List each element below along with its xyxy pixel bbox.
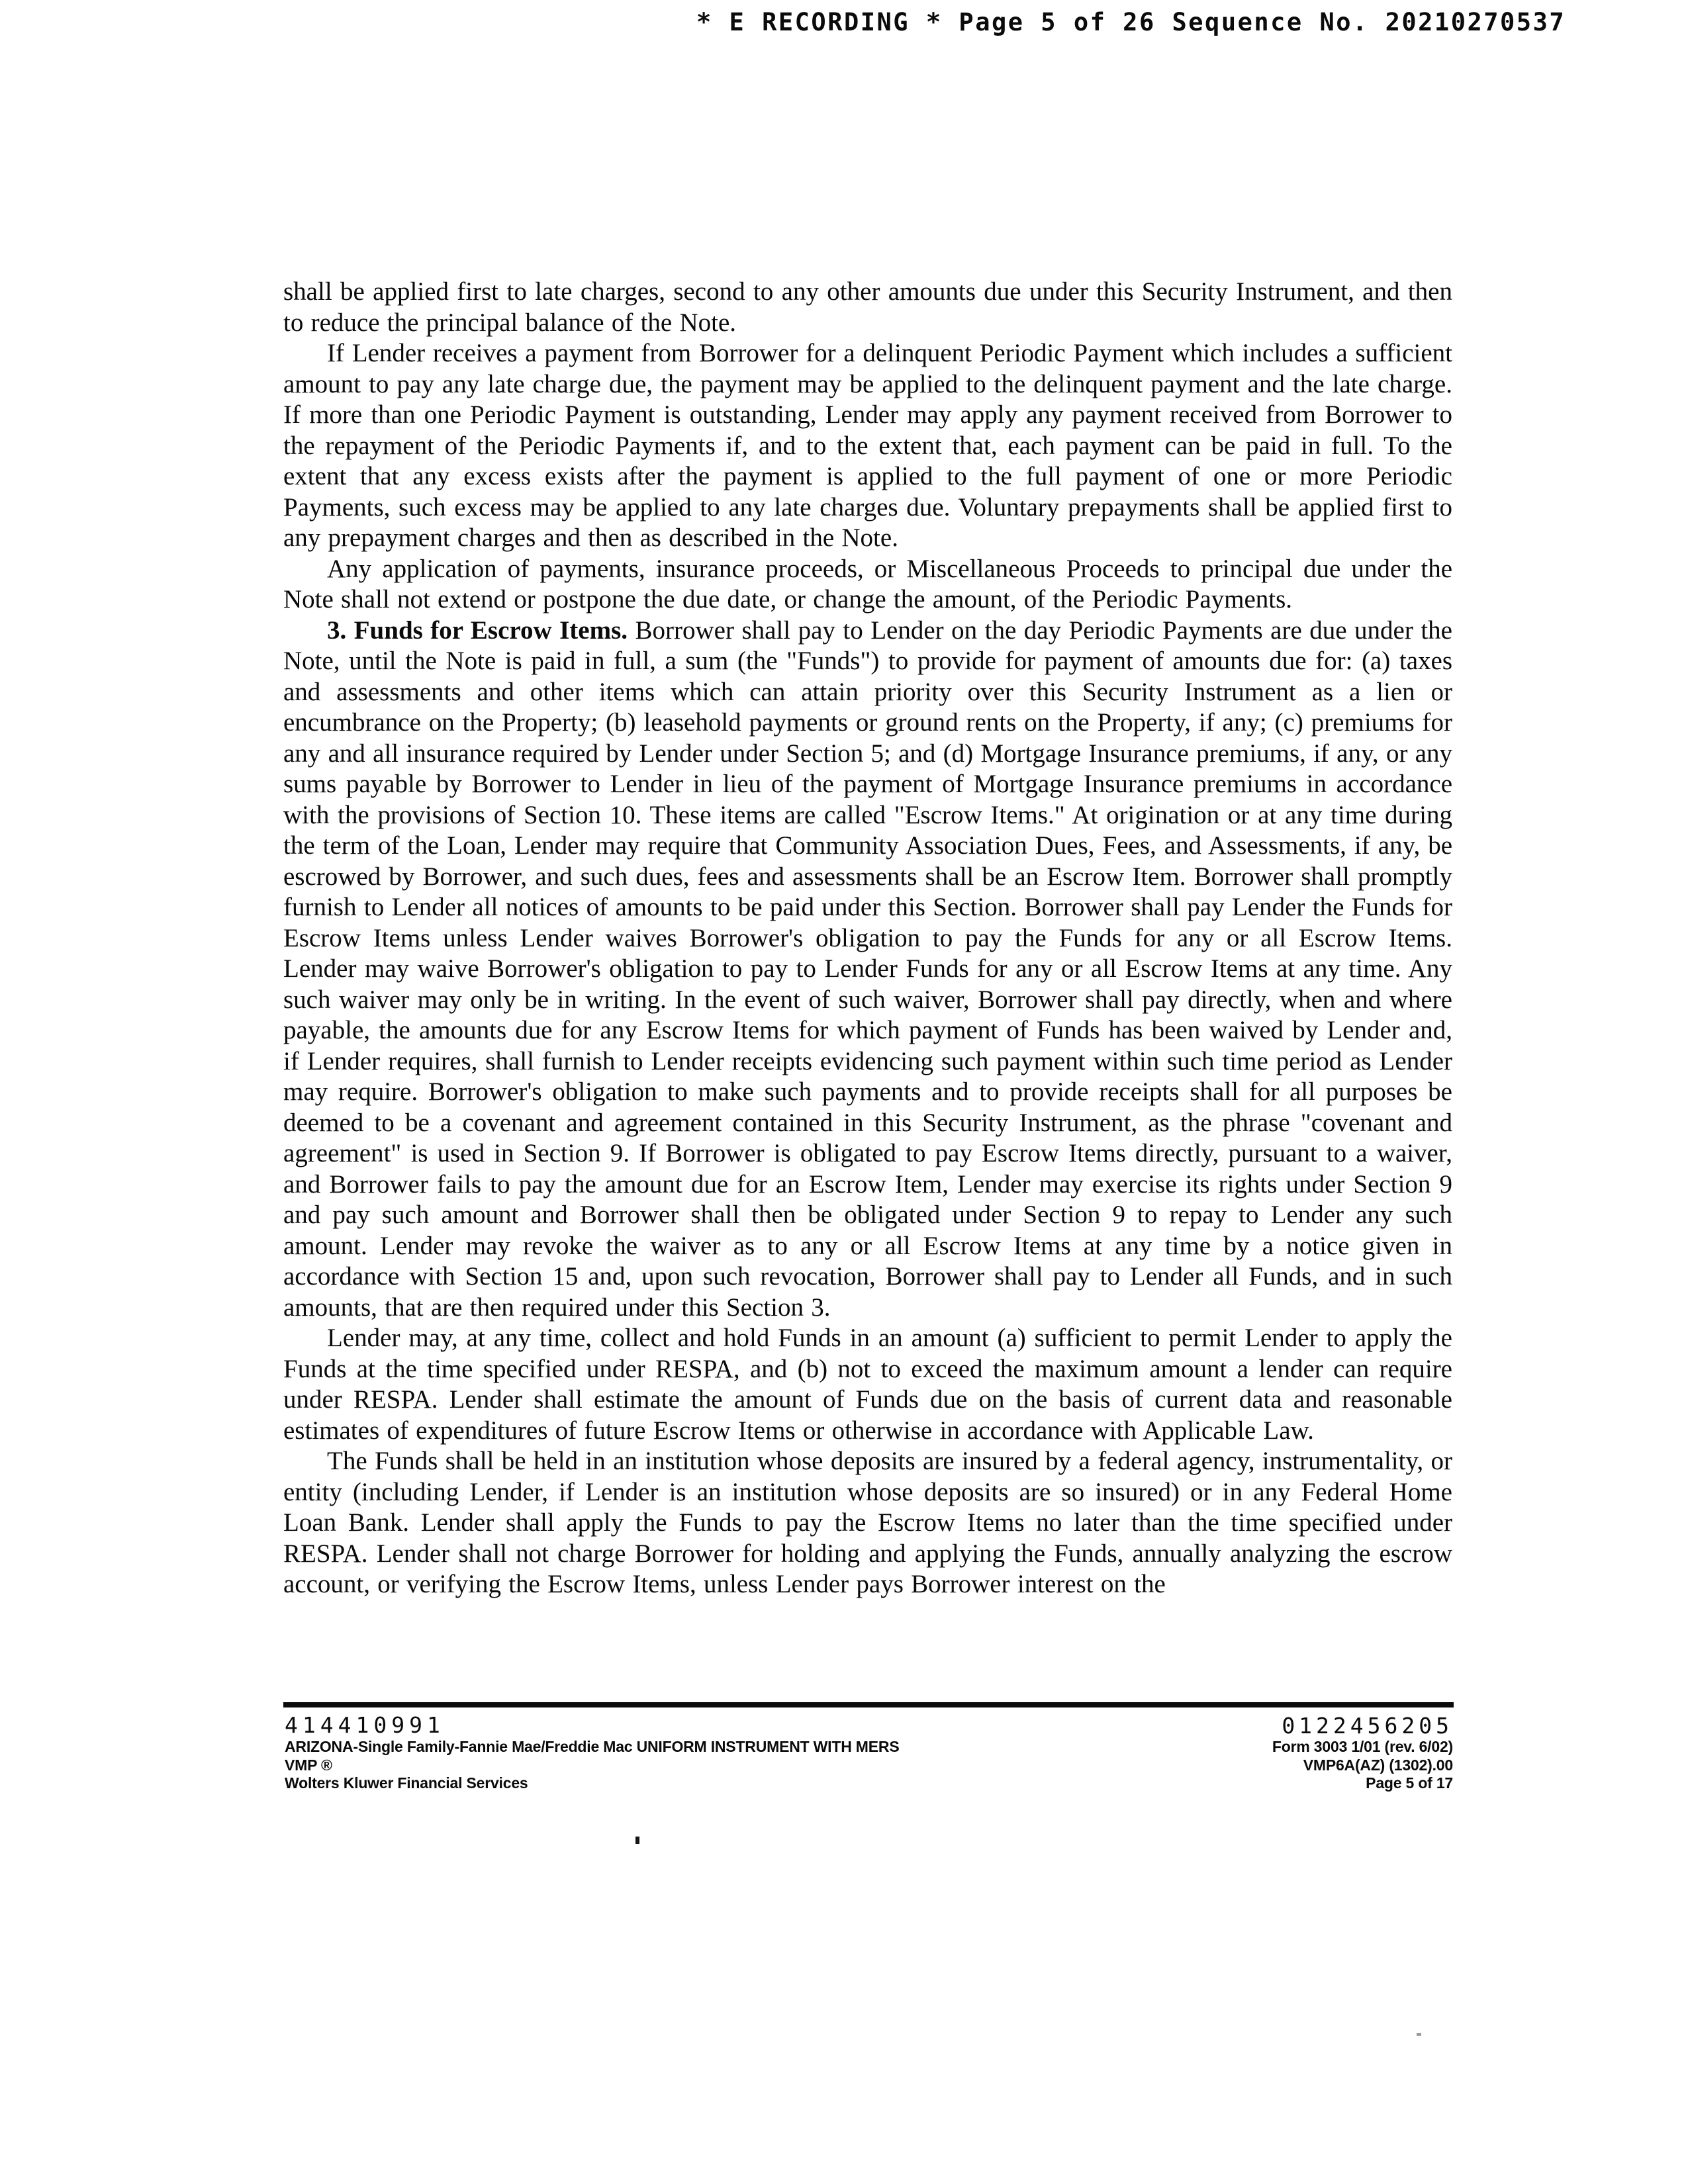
scan-artifact-dot <box>635 1837 639 1844</box>
paragraph-text: Borrower shall pay to Lender on the day Periodic Payments are due under the Note, until the Note is paid in full, a sum (the "Funds") to provide for payment of amounts due for: (a) taxes and assessments and other items which can attain priority over this Security Instrument as a lien or encumbrance on the Property; (b) leasehold payments or ground rents on the Property, if any; (c) premiums for any and all insurance required by Lender under Section 5; and (d) Mortgage Insurance premiums, if any, or any sums payable by Borrower to Lender in lieu of the payment of Mortgage Insurance premiums in accordance with the provisions of Section 10. These items are called "Escrow Items." At origination or at any time during the term of the Loan, Lender may require that Community Association Dues, Fees, and Assessments, if any, be escrowed by Borrower, and such dues, fees and assessments shall be an Escrow Item. Borrower shall promptly furnish to Lender all notices of amounts to be paid under this Section. Borrower shall pay Lender the Funds for Escrow Items unless Lender waives Borrower's obligation to pay the Funds for any or all Escrow Items. Lender may waive Borrower's obligation to pay to Lender Funds for any or all Escrow Items at any time. Any such waiver may only be in writing. In the event of such waiver, Borrower shall pay directly, when and where payable, the amounts due for any Escrow Items for which payment of Funds has been waived by Lender and, if Lender requires, shall furnish to Lender receipts evidencing such payment within such time period as Lender may require. Borrower's obligation to make such payments and to provide receipts shall for all purposes be deemed to be a covenant and agreement contained in this Security Instrument, as the phrase "covenant and agreement" is used in Section 9. If Borrower is obligated to pay Escrow Items directly, pursuant to a waiver, and Borrower fails to pay the amount due for an Escrow Item, Lender may exercise its rights under Section 9 and pay such amount and Borrower shall then be obligated under Section 9 to repay to Lender any such amount. Lender may revoke the waiver as to any or all Escrow Items at any time by a notice given in accordance with Section 15 and, upon such revocation, Borrower shall pay to Lender all Funds, and in such amounts, that are then required under this Section 3. <box>283 615 1452 1322</box>
body-paragraph <box>283 1446 1452 1600</box>
page-number: Page 5 of 17 <box>1366 1774 1453 1792</box>
loan-number: 414410991 <box>285 1712 445 1738</box>
paragraph-text: Any application of payments, insurance proceeds, or Miscellaneous Proceeds to principal due under the Note shall not extend or postpone the due date, or change the amount, of the Periodic Payments. <box>283 554 1452 614</box>
body-paragraph <box>283 277 1452 338</box>
body-paragraph <box>283 1323 1452 1446</box>
e-recording-header: * E RECORDING * Page 5 of 26 Sequence No. 20210270537 <box>696 8 1566 36</box>
section-heading-funds-for-escrow-items: 3. Funds for Escrow Items. <box>327 615 628 645</box>
instrument-form-line: ARIZONA-Single Family-Fannie Mae/Freddie Mac UNIFORM INSTRUMENT WITH MERS <box>285 1738 900 1755</box>
body-paragraph <box>283 338 1452 554</box>
vmp-reference: VMP6A(AZ) (1302).00 <box>1303 1756 1453 1774</box>
footer-left-block <box>285 1713 899 1793</box>
body-paragraph-funds-for-escrow-items <box>283 615 1452 1324</box>
scan-artifact-mark <box>1417 2033 1421 2036</box>
paragraph-text: If Lender receives a payment from Borrower for a delinquent Periodic Payment which includes a sufficient amount to pay any late charge due, the payment may be applied to the delinquent payment and the late charge. If more than one Periodic Payment is outstanding, Lender may apply any payment received from Borrower to the repayment of the Periodic Payments if, and to the extent that, each payment can be paid in full. To the extent that any excess exists after the payment is applied to the full payment of one or more Periodic Payments, such excess may be applied to any late charges due. Voluntary prepayments shall be applied first to any prepayment charges and then as described in the Note. <box>283 339 1452 552</box>
document-body <box>283 277 1452 1600</box>
vmp-line: VMP ® <box>285 1756 332 1774</box>
footer-divider <box>283 1702 1454 1707</box>
company-name: Wolters Kluwer Financial Services <box>285 1774 528 1792</box>
footer-right-block <box>1272 1714 1453 1793</box>
form-reference: Form 3003 1/01 (rev. 6/02) <box>1272 1738 1453 1755</box>
paragraph-text: shall be applied first to late charges, second to any other amounts due under this Security Instrument, and then to reduce the principal balance of the Note. <box>283 277 1452 337</box>
body-paragraph <box>283 554 1452 615</box>
paragraph-text: Lender may, at any time, collect and hold Funds in an amount (a) sufficient to permit Lender to apply the Funds at the time specified under RESPA, and (b) not to exceed the maximum amount a lender can require under RESPA. Lender shall estimate the amount of Funds due on the basis of current data and reasonable estimates of expenditures of future Escrow Items or otherwise in accordance with Applicable Law. <box>283 1324 1452 1445</box>
document-number: 0122456205 <box>1282 1713 1453 1739</box>
paragraph-text: The Funds shall be held in an institution whose deposits are insured by a federal agency, instrumentality, or entity (including Lender, if Lender is an institution whose deposits are so insured) or in any Federal Home Loan Bank. Lender shall apply the Funds to pay the Escrow Items no later than the time specified under RESPA. Lender shall not charge Borrower for holding and applying the Funds, annually analyzing the escrow account, or verifying the Escrow Items, unless Lender pays Borrower interest on the <box>283 1447 1452 1598</box>
